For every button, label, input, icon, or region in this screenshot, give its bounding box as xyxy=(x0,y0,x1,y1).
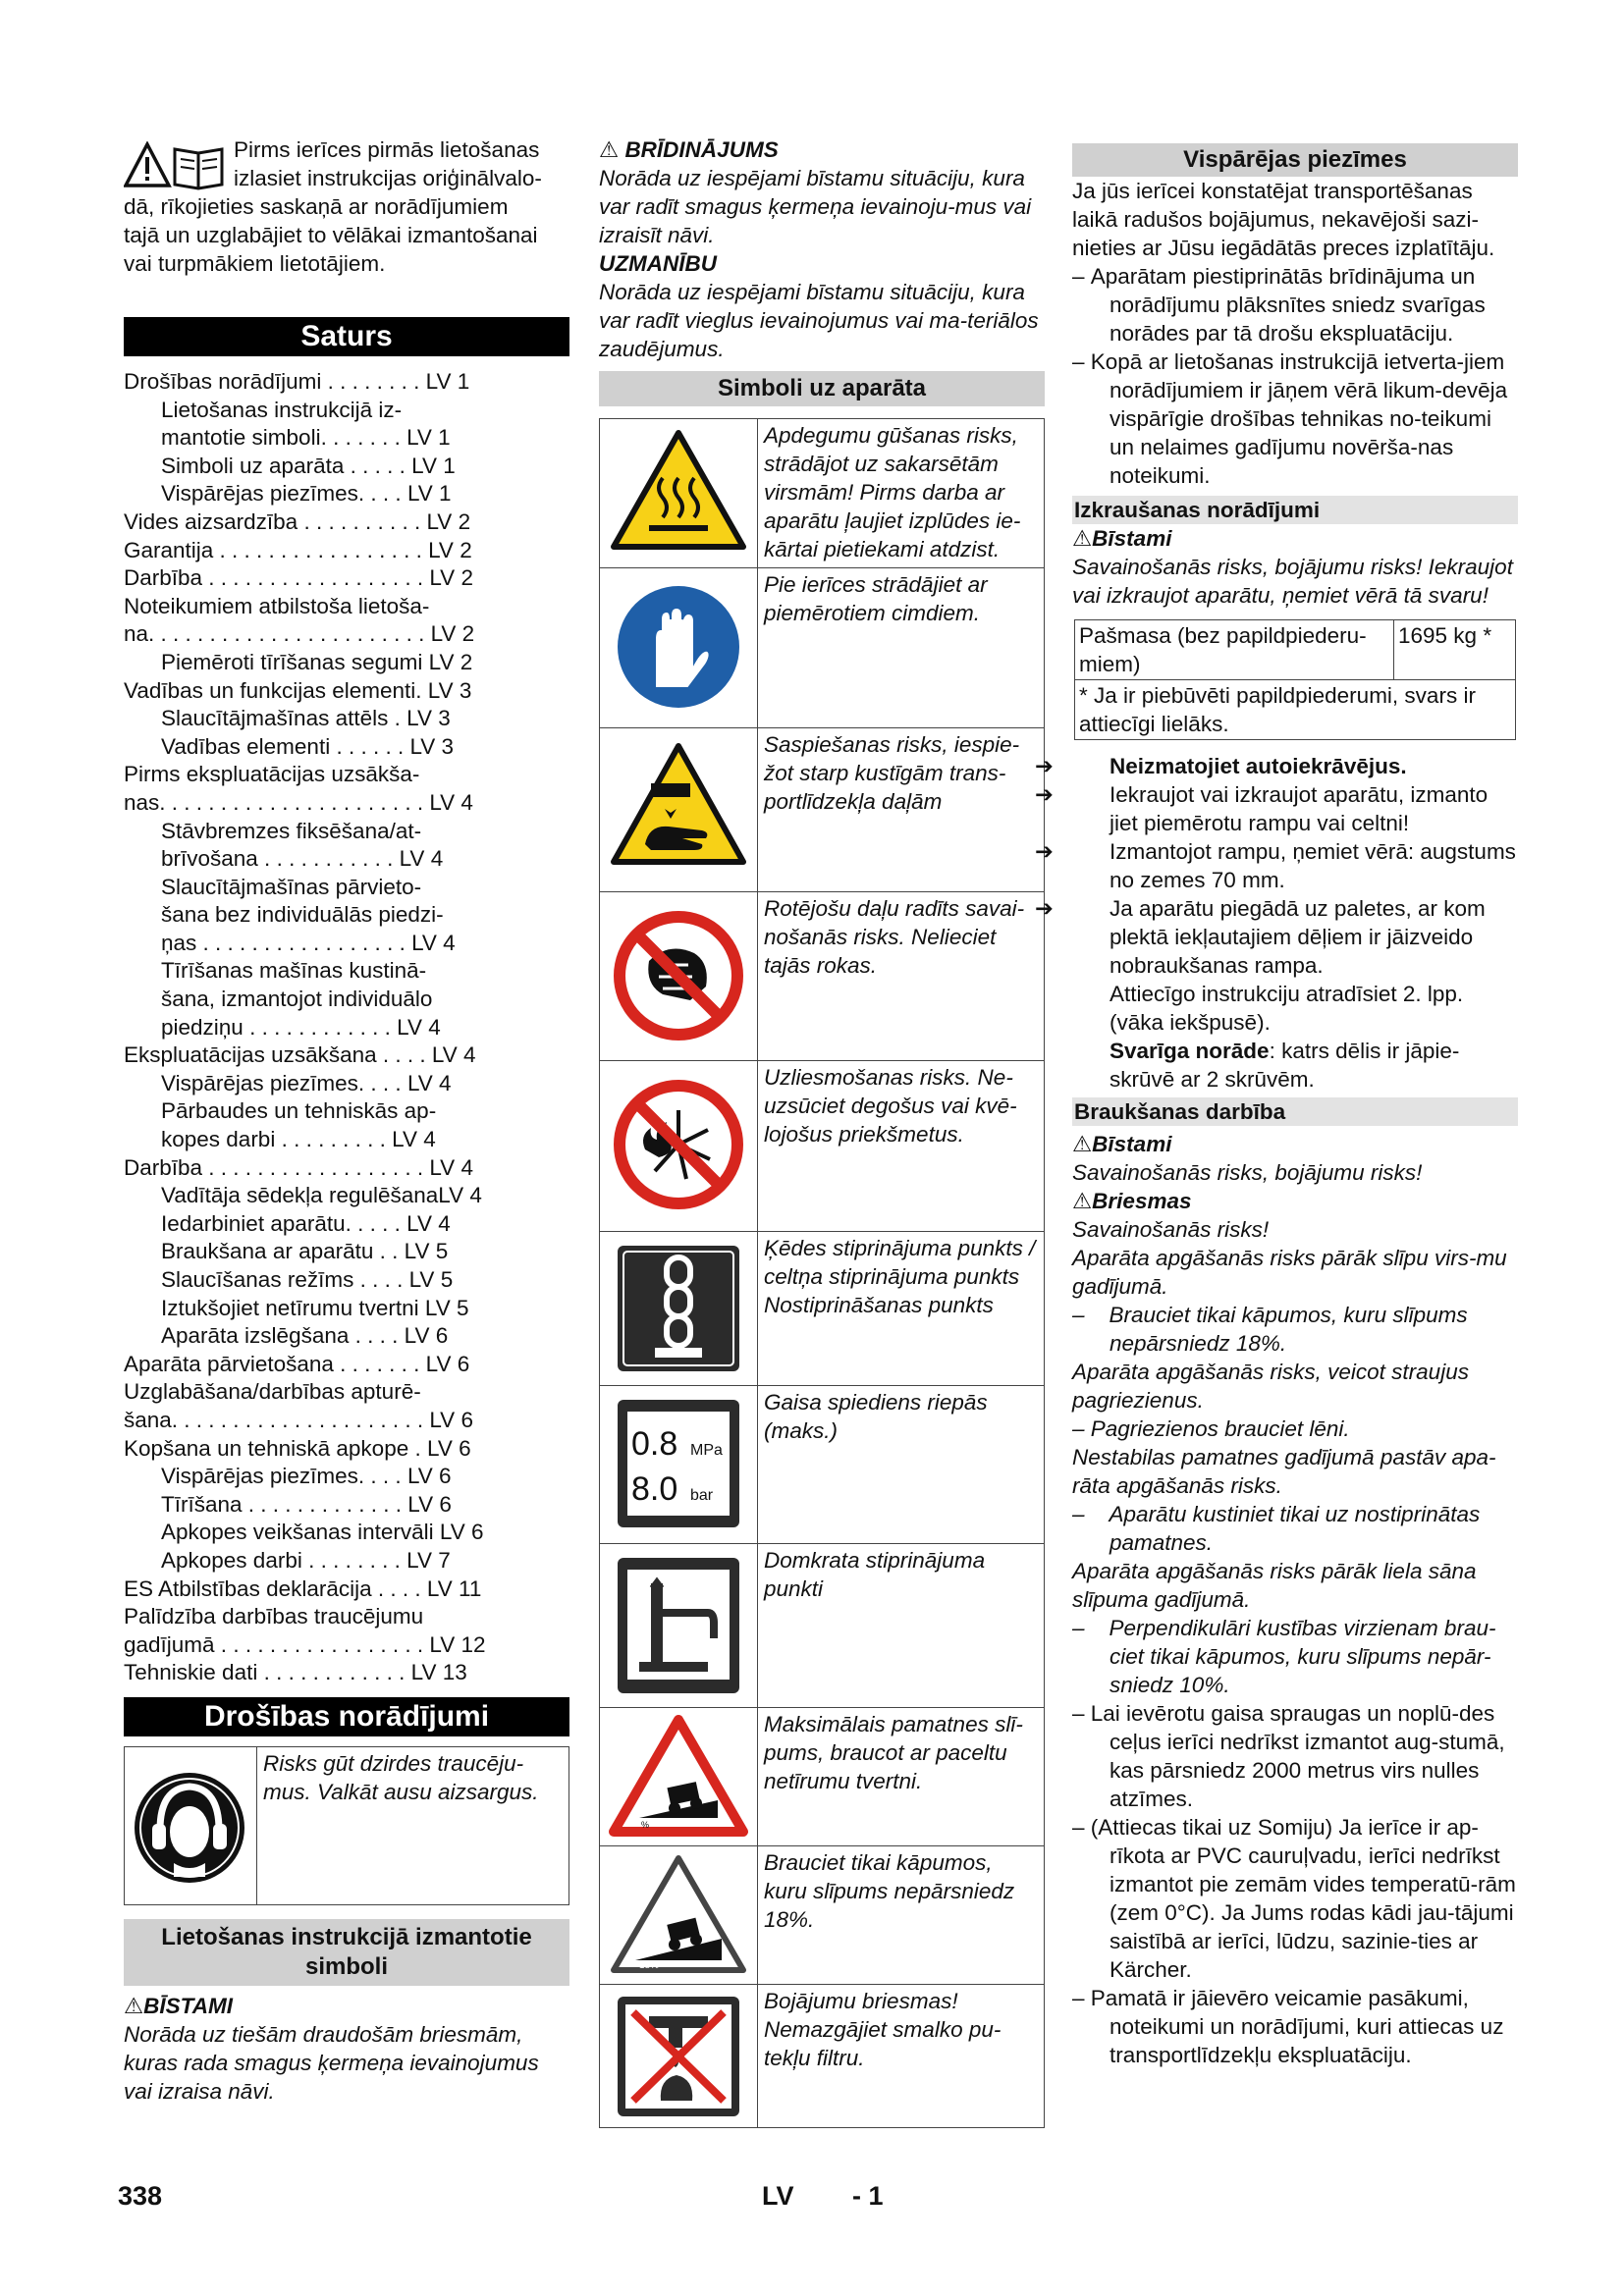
arrow-item: ➔ Neizmatojiet autoiekrāvējus. xyxy=(1035,754,1407,778)
toc-item[interactable]: Vispārējas piezīmes. . . . LV 6 xyxy=(161,1464,452,1489)
toc-item[interactable]: Kopšana un tehniskā apkope . LV 6 xyxy=(124,1435,471,1461)
toc-item[interactable]: Slaucīšanas režīms . . . . LV 5 xyxy=(161,1267,454,1292)
bottom-bullet: – Lai ievērotu gaisa spraugas un noplū-des ceļus ierīci nedrīkst izmantot aug-stumā, kas pārsniedz 2000 metrus virs nulles atzīmes. xyxy=(1072,1701,1505,1811)
table-of-contents xyxy=(124,368,569,1687)
toc-item[interactable]: kopes darbi . . . . . . . . . LV 4 xyxy=(161,1127,436,1152)
no-fire-icon xyxy=(600,1061,757,1228)
warning-text: Norāda uz iespējami bīstamu situāciju, kura var radīt smagus ķermeņa ievainoju-mus vai izraisīt nāvi. xyxy=(599,166,1032,247)
symbol-text: Rotējošu daļu radīts savai-nošanās risks. Nelieciet tajās rokas. xyxy=(758,892,1045,1061)
toc-item[interactable]: Aparāta pārvietošana . . . . . . . LV 6 xyxy=(124,1351,470,1376)
symbol-icon-cell xyxy=(600,1985,758,2128)
toc-item[interactable]: Darbība . . . . . . . . . . . . . . . . . . LV 4 xyxy=(124,1154,473,1180)
intro-line: vai turpmākiem lietotājiem. xyxy=(124,251,386,276)
toc-item[interactable]: mantotie simboli. . . . . . . LV 1 xyxy=(161,425,451,451)
symbol-text: Domkrata stiprinājuma punkti xyxy=(758,1544,1045,1708)
toc-item[interactable]: Vadības un funkcijas elementi. LV 3 xyxy=(124,677,472,703)
toc-item[interactable]: na. . . . . . . . . . . . . . . . . . . . . . . LV 2 xyxy=(124,621,475,647)
general-bullet: – Kopā ar lietošanas instrukcijā ietverta-jiem norādījumiem ir jāņem vērā likum-devēja vispārīgie drošības tehnikas no-teikumi un nelaimes gadījumu novērša-nas noteikumi. xyxy=(1072,349,1508,488)
important-note: Svarīga norāde: katrs dēlis ir jāpie-skrūvē ar 2 skrūvēm. xyxy=(1110,1039,1460,1092)
symbol-row xyxy=(600,1985,1045,2128)
intro-line: dā, rīkojieties saskaņā ar norādījumiem xyxy=(124,194,509,219)
symbol-icon-cell xyxy=(600,1544,758,1708)
toc-item[interactable]: Slaucītājmašīnas pārvieto- xyxy=(161,874,422,899)
toc-item[interactable]: šana bez individuālās piedzi- xyxy=(161,902,444,928)
weight-value: 1695 kg * xyxy=(1394,620,1516,680)
toc-item[interactable]: Vadības elementi . . . . . . LV 3 xyxy=(161,733,455,759)
arrow-icon: ➔ xyxy=(1035,896,1054,921)
gloves-icon xyxy=(600,568,757,725)
slope-18-icon xyxy=(600,1846,757,1984)
general-text: Ja jūs ierīcei konstatējat transportēšanas laikā radušos bojājumus, nekavējoši sazi-nieties ar Jūsu iegādātās preces izplatītāju. xyxy=(1072,179,1495,260)
warning-heading xyxy=(599,135,1045,164)
symbol-icon-cell xyxy=(600,419,758,568)
toc-item[interactable]: Slaucītājmašīnas attēls . LV 3 xyxy=(161,706,451,731)
drive-dash-item: – Pagriezienos brauciet lēni. xyxy=(1072,1416,1350,1441)
symbol-row xyxy=(600,1061,1045,1232)
symbol-text: Bojājumu briesmas! Nemazgājiet smalko pu-tekļu filtru. xyxy=(758,1985,1045,2128)
general-notes-title: Vispārējas piezīmes xyxy=(1072,143,1518,177)
unload-danger-text: Savainošanās risks, bojājumu risks! Iekraujot vai izkraujot aparātu, ņemiet vērā tā svaru! xyxy=(1072,555,1513,608)
toc-item[interactable]: Lietošanas instrukcijā iz- xyxy=(161,397,403,422)
ramp-instruction: Attiecīgo instrukciju atradīsiet 2. lpp. (vāka iekšpusē). xyxy=(1110,982,1464,1035)
drive-dash-item: – Brauciet tikai kāpumos, kuru slīpums nepārsniedz 18%. xyxy=(1072,1303,1468,1356)
symbol-text: Gaisa spiediens riepās (maks.) xyxy=(758,1386,1045,1544)
toc-title: Saturs xyxy=(124,317,569,356)
toc-item[interactable]: Aparāta izslēgšana . . . . LV 6 xyxy=(161,1323,449,1349)
pressure-icon xyxy=(600,1386,757,1543)
arrow-item: ➔ Izmantojot rampu, ņemiet vērā: augstums no zemes 70 mm. xyxy=(1035,839,1516,892)
symbol-row xyxy=(600,568,1045,728)
toc-item[interactable]: Vispārējas piezīmes. . . . LV 1 xyxy=(161,481,452,507)
danger-triangle-icon: ⚠ xyxy=(124,1993,144,2018)
arrow-icon: ➔ xyxy=(1035,782,1054,807)
symbol-text: Ķēdes stiprinājuma punkts / celtņa stiprinājuma punkts Nostiprināšanas punkts xyxy=(758,1232,1045,1386)
toc-item[interactable]: Ekspluatācijas uzsākšana . . . . LV 4 xyxy=(124,1042,476,1068)
jack-icon xyxy=(600,1544,757,1706)
toc-item[interactable]: gadījumā . . . . . . . . . . . . . . . . . LV 12 xyxy=(124,1631,486,1657)
intro-line: tajā un uzglabājiet to vēlākai izmantošanai xyxy=(124,223,538,247)
toc-item[interactable]: piedziņu . . . . . . . . . . . . LV 4 xyxy=(161,1014,441,1040)
symbol-icon-cell xyxy=(600,1846,758,1985)
symbol-text: Saspiešanas risks, iespie-žot starp kustīgām trans-portlīdzekļa daļām xyxy=(758,728,1045,892)
hot-surface-icon xyxy=(600,419,757,566)
toc-item[interactable]: Tīrīšana . . . . . . . . . . . . . LV 6 xyxy=(161,1491,452,1517)
column-3 xyxy=(1035,143,1518,2069)
symbol-text: Uzliesmošanas risks. Ne-uzsūciet degošus vai kvē-lojošus priekšmetus. xyxy=(758,1061,1045,1232)
no-hands-rotating-icon xyxy=(600,892,757,1059)
footer-page-ref: - 1 xyxy=(852,2181,884,2211)
symbol-text: Brauciet tikai kāpumos, kuru slīpums nepārsniedz 18%. xyxy=(758,1846,1045,1985)
weight-note: * Ja ir piebūvēti papildpiederumi, svars ir attiecīgi lielāks. xyxy=(1075,680,1516,740)
symbol-icon-cell xyxy=(600,892,758,1061)
toc-item[interactable]: Pirms ekspluatācijas uzsākša- xyxy=(124,762,420,787)
intro-line: izlasiet instrukcijas oriģinālvalo- xyxy=(234,166,542,190)
device-symbols-title: Simboli uz aparāta xyxy=(599,371,1045,406)
toc-item[interactable]: Uzglabāšana/darbības apturē- xyxy=(124,1379,421,1405)
slope-warning-icon xyxy=(600,1708,757,1845)
symbol-icon-cell xyxy=(600,1061,758,1232)
pressure-bar-unit: bar xyxy=(690,1487,714,1504)
drive-warning-heading: ⚠Briesmas xyxy=(1072,1189,1192,1213)
safety-title: Drošības norādījumi xyxy=(124,1697,569,1736)
drive-paragraph: Aparāta apgāšanās risks pārāk liela sāna slīpuma gadījumā. xyxy=(1072,1559,1477,1612)
symbol-row xyxy=(600,1708,1045,1846)
no-wash-filter-icon xyxy=(600,1985,757,2127)
toc-item[interactable]: Simboli uz aparāta . . . . . LV 1 xyxy=(161,453,456,478)
arrow-icon: ➔ xyxy=(1035,754,1054,778)
ear-protection-icon xyxy=(125,1747,256,1904)
toc-item[interactable]: Iedarbiniet aparātu. . . . . LV 4 xyxy=(161,1210,451,1236)
intro-block xyxy=(124,135,569,278)
unload-title: Izkraušanas norādījumi xyxy=(1072,496,1518,524)
symbol-icon-cell xyxy=(600,1232,758,1386)
symbol-icon-cell xyxy=(600,1708,758,1846)
pressure-mpa-value: 0.8 xyxy=(631,1425,678,1463)
hearing-icon-cell xyxy=(125,1746,257,1904)
danger-label: BĪSTAMI xyxy=(143,1993,233,2018)
toc-item[interactable]: Tīrīšanas mašīnas kustinā- xyxy=(161,958,427,984)
toc-item[interactable]: Vispārējas piezīmes. . . . LV 4 xyxy=(161,1070,452,1095)
column-1 xyxy=(124,135,569,2106)
toc-item[interactable]: Braukšana ar aparātu . . LV 5 xyxy=(161,1239,449,1264)
caution-label: UZMANĪBU xyxy=(599,251,717,276)
page-number: 338 xyxy=(118,2181,163,2211)
danger-triangle-icon: ⚠ xyxy=(1072,1132,1093,1156)
symbol-row xyxy=(600,892,1045,1061)
device-symbols-table xyxy=(599,418,1045,2128)
manual-symbols-title: Lietošanas instrukcijā izmantotie simboli xyxy=(124,1919,569,1986)
danger-text: Norāda uz tiešām draudošām briesmām, kuras rada smagus ķermeņa ievainojumus vai izraisa nāvi. xyxy=(124,2021,539,2104)
symbol-row xyxy=(600,1386,1045,1544)
toc-item[interactable]: brīvošana . . . . . . . . . . . LV 4 xyxy=(161,846,444,872)
toc-item[interactable]: šana. . . . . . . . . . . . . . . . . . . . . LV 6 xyxy=(124,1407,473,1432)
slope-small-label: % xyxy=(641,1820,650,1830)
pressure-bar-value: 8.0 xyxy=(631,1470,678,1508)
general-bullet: – Aparātam piestiprinātās brīdinājuma un norādījumu plāksnītes sniedz svarīgas norādes par tā drošu ekspluatāciju. xyxy=(1072,264,1486,346)
toc-item[interactable]: Vides aizsardzība . . . . . . . . . . LV 2 xyxy=(124,508,471,534)
hearing-text: Risks gūt dzirdes traucēju-mus. Valkāt ausu aizsargus. xyxy=(257,1746,569,1904)
bottom-bullet: – Pamatā ir jāievēro veicamie pasākumi, noteikumi un norādījumi, kuri attiecas uz transportlīdzekļu ekspluatāciju. xyxy=(1072,1986,1504,2067)
symbol-row xyxy=(600,1544,1045,1708)
toc-item[interactable]: Tehniskie dati . . . . . . . . . . . . LV 13 xyxy=(124,1660,467,1685)
hearing-table xyxy=(124,1746,569,1905)
column-2 xyxy=(599,135,1045,2128)
drive-title: Braukšanas darbība xyxy=(1072,1097,1518,1126)
danger-heading xyxy=(124,1992,569,2020)
footer-lang: LV xyxy=(762,2181,794,2211)
warning-triangle-icon: ⚠ xyxy=(1072,1189,1093,1213)
symbol-icon-cell xyxy=(600,728,758,892)
toc-item[interactable]: Palīdzība darbības traucējumu xyxy=(124,1604,424,1629)
warning-triangle-icon: ⚠ xyxy=(599,137,625,162)
arrow-item: ➔ Ja aparātu piegādā uz paletes, ar kom plektā iekļautajiem dēļiem ir jāizveido nobraukšanas rampa. xyxy=(1035,896,1486,978)
pressure-mpa-unit: MPa xyxy=(690,1442,723,1459)
symbol-text: Maksimālais pamatnes slī-pums, braucot ar paceltu netīrumu tvertni. xyxy=(758,1708,1045,1846)
symbol-text: Apdegumu gūšanas risks, strādājot uz sakarsētām virsmām! Pirms darba ar aparātu ļaujiet izplūdes ie-kārtai pietiekami atdzist. xyxy=(758,419,1045,568)
toc-item[interactable]: šana, izmantojot individuālo xyxy=(161,987,433,1012)
toc-item[interactable]: ņas . . . . . . . . . . . . . . . . . LV 4 xyxy=(161,930,456,955)
weight-label: Pašmasa (bez papildpiederu-miem) xyxy=(1075,620,1394,680)
warning-label: BRĪDINĀJUMS xyxy=(624,137,779,162)
toc-item[interactable]: nas. . . . . . . . . . . . . . . . . . . . . . LV 4 xyxy=(124,789,473,815)
unload-danger-heading: ⚠Bīstami xyxy=(1072,526,1172,551)
bottom-bullet: – (Attiecas tikai uz Somiju) Ja ierīce ir ap-rīkota ar PVC cauruļvadu, ierīci nedrīkst izmantot pie zemām vides temperatū-rām (zem 0°C). Ja Jums rodas kādi jau-tājumi saistībā ar ierīci, lūdzu, sazinie-ties ar Kärcher. xyxy=(1072,1815,1516,1982)
toc-item[interactable]: Pārbaudes un tehniskās ap- xyxy=(161,1098,437,1124)
toc-item[interactable]: Iztukšojiet netīrumu tvertni LV 5 xyxy=(161,1295,469,1320)
symbol-icon-cell xyxy=(600,1386,758,1544)
toc-item[interactable]: Apkopes darbi . . . . . . . . LV 7 xyxy=(161,1547,451,1573)
toc-item[interactable]: Piemēroti tīrīšanas segumi LV 2 xyxy=(161,649,473,674)
unload-arrow-list xyxy=(1035,752,1518,1094)
toc-item[interactable]: Darbība . . . . . . . . . . . . . . . . . . LV 2 xyxy=(124,565,473,591)
toc-item[interactable]: Vadītāja sēdekļa regulēšanaLV 4 xyxy=(161,1183,482,1208)
caution-text: Norāda uz iespējami bīstamu situāciju, kura var radīt vieglus ievainojumus vai ma-teriālos zaudējumus. xyxy=(599,280,1039,361)
arrow-icon: ➔ xyxy=(1035,839,1054,864)
toc-item[interactable]: Drošības norādījumi . . . . . . . . LV 1 xyxy=(124,369,470,394)
drive-dash-item: – Perpendikulāri kustības virzienam brau-ciet tikai kāpumos, kuru slīpums nepār-sniedz 10%. xyxy=(1072,1616,1496,1697)
symbol-row xyxy=(600,1846,1045,1985)
drive-danger-text: Savainošanās risks, bojājumu risks! xyxy=(1072,1160,1423,1185)
symbol-row xyxy=(600,728,1045,892)
toc-item[interactable]: ES Atbilstības deklarācija . . . . LV 11 xyxy=(124,1575,482,1601)
drive-warning-text: Savainošanās risks! xyxy=(1072,1217,1270,1242)
symbol-row xyxy=(600,1232,1045,1386)
intro-line: Pirms ierīces pirmās lietošanas xyxy=(234,137,540,162)
drive-dash-item: – Aparātu kustiniet tikai uz nostiprinātas pamatnes. xyxy=(1072,1502,1481,1555)
toc-item[interactable]: Stāvbremzes fiksēšana/at- xyxy=(161,818,422,843)
toc-item[interactable]: Garantija . . . . . . . . . . . . . . . . . LV 2 xyxy=(124,537,472,562)
warning-book-icon xyxy=(124,141,226,190)
crush-hand-icon xyxy=(600,728,757,885)
drive-paragraph: Nestabilas pamatnes gadījumā pastāv apa-rāta apgāšanās risks. xyxy=(1072,1445,1496,1498)
symbol-row xyxy=(600,419,1045,568)
drive-paragraph: Aparāta apgāšanās risks, veicot straujus pagriezienus. xyxy=(1072,1360,1469,1413)
drive-paragraph: Aparāta apgāšanās risks pārāk slīpu virs-mu gadījumā. xyxy=(1072,1246,1507,1299)
danger-triangle-icon: ⚠ xyxy=(1072,526,1093,551)
symbol-text: Pie ierīces strādājiet ar piemērotiem cimdiem. xyxy=(758,568,1045,728)
arrow-item: ➔ Iekraujot vai izkraujot aparātu, izmanto jiet piemērotu rampu vai celtni! xyxy=(1035,782,1489,835)
drive-danger-heading: ⚠Bīstami xyxy=(1072,1132,1172,1156)
weight-table xyxy=(1074,619,1516,740)
toc-item[interactable]: Noteikumiem atbilstoša lietoša- xyxy=(124,593,430,618)
chain-icon xyxy=(600,1232,757,1384)
toc-item[interactable]: Apkopes veikšanas intervāli LV 6 xyxy=(161,1520,484,1545)
symbol-icon-cell xyxy=(600,568,758,728)
slope-18-label: 18% xyxy=(639,1960,660,1971)
